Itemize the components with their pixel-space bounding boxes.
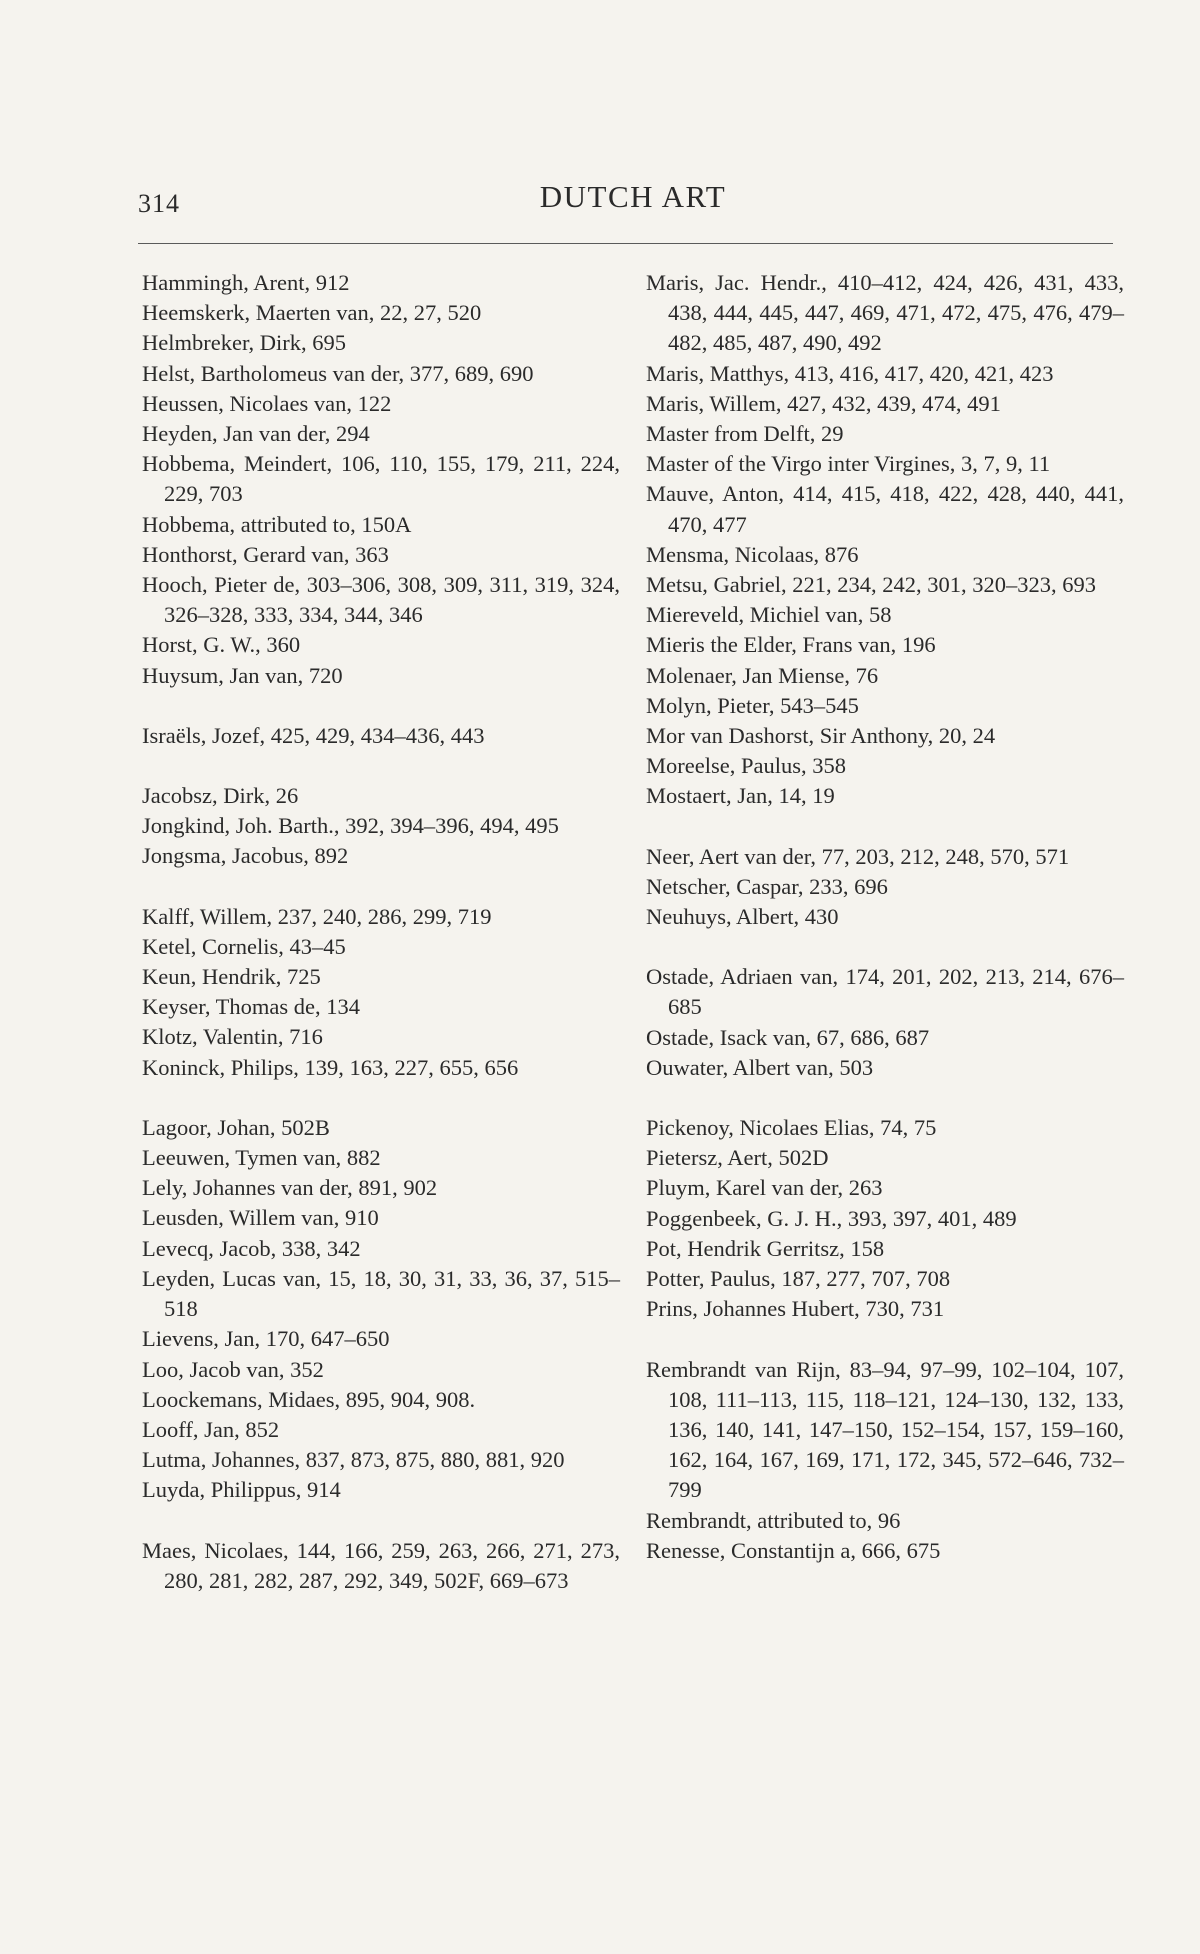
index-entry: Netscher, Caspar, 233, 696 xyxy=(646,873,888,899)
section-gap xyxy=(142,691,620,721)
running-title: DUTCH ART xyxy=(539,179,727,214)
index-entry: Ostade, Isack van, 67, 686, 687 xyxy=(646,1024,930,1050)
index-entry: Metsu, Gabriel, 221, 234, 242, 301, 320–323, 693 xyxy=(646,572,1096,598)
page-number: 314 xyxy=(138,189,180,218)
index-entry: Ketel, Cornelis, 43–45 xyxy=(142,933,346,959)
index-entry: Klotz, Valentin, 716 xyxy=(142,1024,323,1050)
index-entry: Poggenbeek, G. J. H., 393, 397, 401, 489 xyxy=(646,1205,1017,1231)
index-entry: Leeuwen, Tymen van, 882 xyxy=(142,1145,381,1171)
section-gap xyxy=(142,872,620,902)
index-entry: Mor van Dashorst, Sir Anthony, 20, 24 xyxy=(646,723,996,749)
index-entry: Potter, Paulus, 187, 277, 707, 708 xyxy=(646,1266,951,1292)
index-column-right xyxy=(646,268,1124,1566)
section-gap xyxy=(142,1083,620,1113)
index-entry: Heemskerk, Maerten van, 22, 27, 520 xyxy=(142,300,482,326)
index-entry: Molenaer, Jan Miense, 76 xyxy=(646,662,879,688)
index-entry: Maris, Matthys, 413, 416, 417, 420, 421, 423 xyxy=(646,360,1054,386)
index-entry: Rembrandt van Rijn, 83–94, 97–99, 102–104, 107, 108, 111–113, 115, 118–121, 124–130, 132, 133, 136, 140, 141, 147–150, 152–154, 157, 159–160, 162, 164, 167, 169, 171, 172, 345, 572–646, 732–799 xyxy=(646,1356,1124,1503)
section-gap xyxy=(142,1506,620,1536)
index-entry: Luyda, Philippus, 914 xyxy=(142,1477,341,1503)
index-entry: Heyden, Jan van der, 294 xyxy=(142,421,370,447)
index-entry: Pickenoy, Nicolaes Elias, 74, 75 xyxy=(646,1115,937,1141)
index-entry: Mensma, Nicolaas, 876 xyxy=(646,541,859,567)
index-entry: Maes, Nicolaes, 144, 166, 259, 263, 266, 271, 273, 280, 281, 282, 287, 292, 349, 502F, 669–673 xyxy=(142,1537,620,1593)
index-entry: Master of the Virgo inter Virgines, 3, 7, 9, 11 xyxy=(646,451,1051,477)
index-entry: Hammingh, Arent, 912 xyxy=(142,270,350,295)
index-entry: Koninck, Philips, 139, 163, 227, 655, 656 xyxy=(142,1054,519,1080)
index-entry: Maris, Jac. Hendr., 410–412, 424, 426, 431, 433, 438, 444, 445, 447, 469, 471, 472, 475, 476, 479–482, 485, 487, 490, 492 xyxy=(646,270,1124,356)
index-entry: Leyden, Lucas van, 15, 18, 30, 31, 33, 36, 37, 515–518 xyxy=(142,1265,620,1322)
index-entry: Miereveld, Michiel van, 58 xyxy=(646,602,892,628)
index-entry: Pot, Hendrik Gerritsz, 158 xyxy=(646,1235,885,1261)
section-gap xyxy=(646,1083,1124,1113)
header-rule xyxy=(138,243,1113,244)
index-entry: Kalff, Willem, 237, 240, 286, 299, 719 xyxy=(142,903,492,929)
index-entry: Israëls, Jozef, 425, 429, 434–436, 443 xyxy=(142,722,485,748)
index-entry: Prins, Johannes Hubert, 730, 731 xyxy=(646,1296,945,1322)
index-entry: Honthorst, Gerard van, 363 xyxy=(142,541,389,567)
index-column-left xyxy=(142,268,620,1596)
section-gap xyxy=(646,812,1124,842)
index-entry: Jongkind, Joh. Barth., 392, 394–396, 494, 495 xyxy=(142,813,559,839)
index-entry: Molyn, Pieter, 543–545 xyxy=(646,692,859,718)
index-entry: Hobbema, attributed to, 150A xyxy=(142,511,412,537)
index-entry: Huysum, Jan van, 720 xyxy=(142,662,343,688)
index-entry: Keyser, Thomas de, 134 xyxy=(142,994,361,1020)
index-entry: Hobbema, Meindert, 106, 110, 155, 179, 211, 224, 229, 703 xyxy=(142,451,620,507)
index-entry: Helmbreker, Dirk, 695 xyxy=(142,330,347,356)
index-entry: Loockemans, Midaes, 895, 904, 908. xyxy=(142,1386,476,1412)
index-entry: Mieris the Elder, Frans van, 196 xyxy=(646,632,936,658)
index-entry: Looff, Jan, 852 xyxy=(142,1416,280,1442)
section-gap xyxy=(646,1325,1124,1355)
section-gap xyxy=(646,932,1124,962)
index-entry: Lagoor, Johan, 502B xyxy=(142,1114,330,1140)
index-entry: Hooch, Pieter de, 303–306, 308, 309, 311, 319, 324, 326–328, 333, 334, 344, 346 xyxy=(142,572,620,628)
index-entry: Heussen, Nicolaes van, 122 xyxy=(142,390,392,416)
section-gap xyxy=(142,751,620,781)
index-entry: Jongsma, Jacobus, 892 xyxy=(142,843,349,869)
index-entry: Ouwater, Albert van, 503 xyxy=(646,1054,874,1080)
index-entry: Horst, G. W., 360 xyxy=(142,632,301,658)
index-entry: Levecq, Jacob, 338, 342 xyxy=(142,1235,361,1261)
index-entry: Helst, Bartholomeus van der, 377, 689, 690 xyxy=(142,360,534,386)
index-entry: Jacobsz, Dirk, 26 xyxy=(142,783,299,809)
index-entry: Pietersz, Aert, 502D xyxy=(646,1145,829,1171)
index-entry: Leusden, Willem van, 910 xyxy=(142,1205,379,1231)
index-entry: Lely, Johannes van der, 891, 902 xyxy=(142,1175,438,1201)
index-entry: Ostade, Adriaen van, 174, 201, 202, 213, 214, 676–685 xyxy=(646,964,1124,1020)
index-entry: Maris, Willem, 427, 432, 439, 474, 491 xyxy=(646,390,1001,416)
index-entry: Keun, Hendrik, 725 xyxy=(142,964,321,990)
index-entry: Mauve, Anton, 414, 415, 418, 422, 428, 440, 441, 470, 477 xyxy=(646,481,1124,537)
index-entry: Neer, Aert van der, 77, 203, 212, 248, 570, 571 xyxy=(646,843,1070,869)
index-entry: Mostaert, Jan, 14, 19 xyxy=(646,783,835,809)
index-entry: Pluym, Karel van der, 263 xyxy=(646,1175,883,1201)
page-header xyxy=(138,175,1113,225)
index-entry: Master from Delft, 29 xyxy=(646,421,844,447)
index-entry: Moreelse, Paulus, 358 xyxy=(646,753,846,779)
index-entry: Renesse, Constantijn a, 666, 675 xyxy=(646,1537,941,1563)
index-entry: Rembrandt, attributed to, 96 xyxy=(646,1507,901,1533)
index-entry: Lievens, Jan, 170, 647–650 xyxy=(142,1326,390,1352)
index-entry: Lutma, Johannes, 837, 873, 875, 880, 881, 920 xyxy=(142,1447,565,1473)
index-entry: Neuhuys, Albert, 430 xyxy=(646,904,839,930)
index-entry: Loo, Jacob van, 352 xyxy=(142,1356,324,1382)
